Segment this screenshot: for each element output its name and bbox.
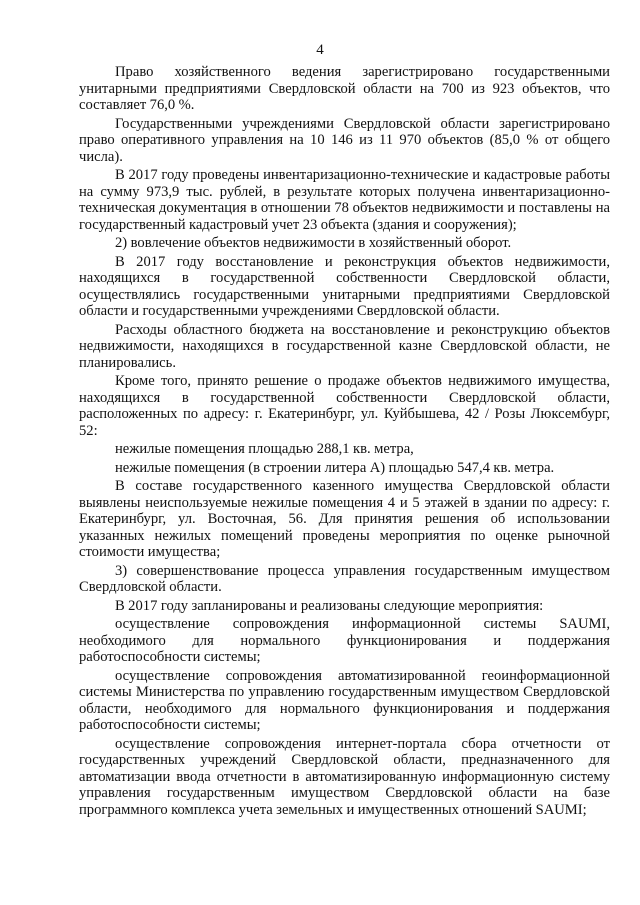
paragraph-unused-premises: В составе государственного казенного имущества Свердловской области выявлены неиспользуемые нежилые помещения 4 и 5 этажей в здании по адресу: г. Екатеринбург, ул. Восточная, 56. Для принятия решения об использовании указанных нежилых помещений проведены мероприятия по оценке рыночной стоимости имущества;	[79, 478, 610, 560]
list-item-premises-2: нежилые помещения (в строении литера А) площадью 547,4 кв. метра.	[115, 459, 555, 476]
list-item-reporting-portal: осуществление сопровождения интернет-портала сбора отчетности от государственных учреждений Свердловской области, предназначенного для автоматизации ввода отчетности в автоматизированную информационную систему управления государственным имуществом Свердловской области на базе программного комплекса учета земельных и имущественных отношений SAUMI;	[79, 735, 610, 818]
list-item-geoinformation-system: осуществление сопровождения автоматизированной геоинформационной системы Министерства по управлению государственным имуществом Свердловской области, необходимого для нормального функционирования и поддержания работоспособности системы;	[79, 667, 610, 733]
paragraph-economic-management-right: Право хозяйственного ведения зарегистрировано государственными унитарными предприятиями Свердловской области на 700 из 923 объектов, что составляет 76,0 %.	[79, 64, 610, 113]
paragraph-sale-decision: Кроме того, принято решение о продаже объектов недвижимого имущества, находящихся в государственной собственности Свердловской области, расположенных по адресу: г. Екатеринбург, ул. Куйбышева, 42 / Розы Люксембург, 52:	[79, 373, 610, 439]
paragraph-operational-management-right: Государственными учреждениями Свердловской области зарегистрировано право оперативного управления на 10 146 из 11 970 объектов (85,0 % от общего числа).	[79, 115, 610, 165]
document-body	[79, 64, 610, 818]
page-number: 4	[316, 42, 324, 58]
list-item-saumi-support: осуществление сопровождения информационной системы SAUMI, необходимого для нормального функционирования и поддержания работоспособности системы;	[79, 616, 610, 665]
paragraph-inventory-cadastral-works: В 2017 году проведены инвентаризационно-технические и кадастровые работы на сумму 973,9 тыс. рублей, в результате которых получена инвентаризационно-техническая документация в отношении 78 объектов недвижимости и поставлены на государственный кадастровый учет 23 объекта (здания и сооружения);	[79, 167, 610, 233]
list-item-premises-1: нежилые помещения площадью 288,1 кв. метра,	[115, 441, 414, 457]
paragraph-section-2-heading: 2) вовлечение объектов недвижимости в хозяйственный оборот.	[115, 235, 512, 251]
paragraph-section-3-heading: 3) совершенствование процесса управления государственным имуществом Свердловской области.	[79, 562, 610, 595]
paragraph-budget-expenses: Расходы областного бюджета на восстановление и реконструкцию объектов недвижимости, находящихся в государственной казне Свердловской области, не планировались.	[79, 321, 610, 371]
paragraph-activities-intro: В 2017 году запланированы и реализованы следующие мероприятия:	[115, 597, 544, 614]
paragraph-restoration-reconstruction: В 2017 году восстановление и реконструкция объектов недвижимости, находящихся в государственной собственности Свердловской области, осуществлялись государственными унитарными предприятиями Свердловской области и государственными учреждениями Свердловской области.	[79, 253, 610, 319]
